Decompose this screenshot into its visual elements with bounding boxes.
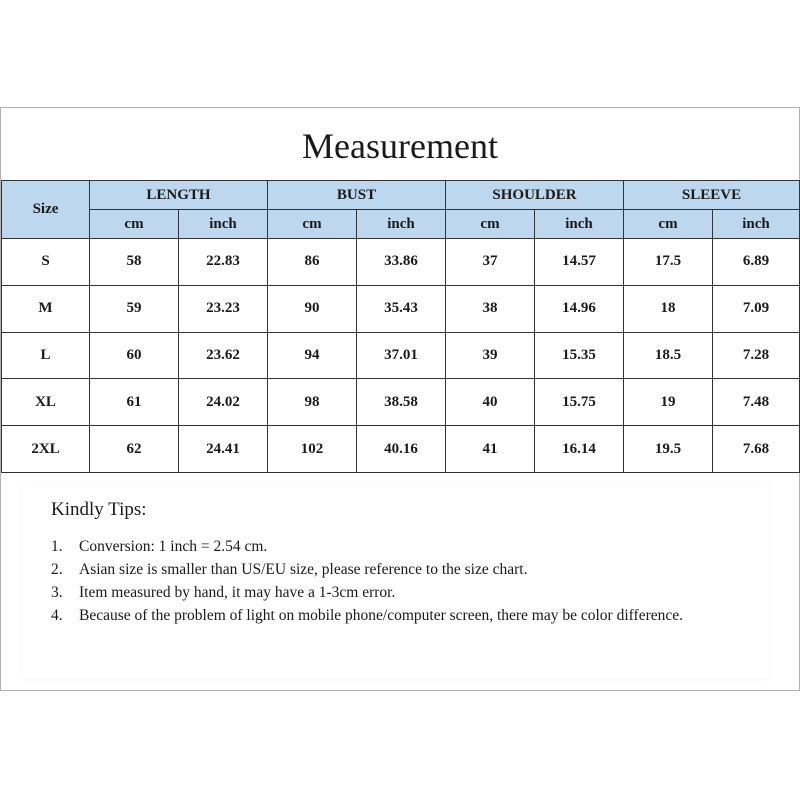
page-title: Measurement — [302, 126, 498, 166]
measurement-cell: 38.58 — [357, 379, 446, 426]
measurement-cell: 37.01 — [357, 332, 446, 379]
measurement-cell: 7.09 — [713, 285, 800, 332]
measurement-cell: 60 — [90, 332, 179, 379]
measurement-cell: 14.57 — [535, 239, 624, 286]
size-chart-table — [1, 180, 800, 473]
measurement-cell: 58 — [90, 239, 179, 286]
tip-number: 3. — [51, 584, 63, 601]
size-column-header: Size — [2, 181, 90, 239]
measurement-cell: 40.16 — [357, 426, 446, 473]
unit-header: cm — [446, 210, 535, 239]
unit-header: inch — [713, 210, 800, 239]
tip-number: 4. — [51, 607, 63, 624]
measurement-cell: 19 — [624, 379, 713, 426]
tip-text: Because of the problem of light on mobile phone/computer screen, there may be color difference. — [79, 607, 683, 624]
measurement-cell: 23.23 — [179, 285, 268, 332]
measurement-cell: 7.48 — [713, 379, 800, 426]
tip-text: Conversion: 1 inch = 2.54 cm. — [79, 538, 268, 555]
unit-header: cm — [268, 210, 357, 239]
measurement-cell: 7.68 — [713, 426, 800, 473]
measurement-cell: 41 — [446, 426, 535, 473]
size-cell: M — [2, 285, 90, 332]
measurement-cell: 102 — [268, 426, 357, 473]
tip-text: Item measured by hand, it may have a 1-3cm error. — [79, 584, 396, 601]
measurement-cell: 62 — [90, 426, 179, 473]
table-row — [2, 379, 800, 426]
size-cell: XL — [2, 379, 90, 426]
tips-title: Kindly Tips: — [51, 499, 147, 520]
measurement-cell: 86 — [268, 239, 357, 286]
table-row — [2, 285, 800, 332]
measurement-cell: 19.5 — [624, 426, 713, 473]
unit-header: cm — [90, 210, 179, 239]
header-row-units — [2, 210, 800, 239]
header-row-groups — [2, 181, 800, 210]
measurement-cell: 24.02 — [179, 379, 268, 426]
measurement-cell: 24.41 — [179, 426, 268, 473]
measurement-cell: 37 — [446, 239, 535, 286]
measurement-cell: 94 — [268, 332, 357, 379]
measurement-cell: 15.35 — [535, 332, 624, 379]
group-header-sleeve: SLEEVE — [624, 181, 800, 210]
measurement-cell: 6.89 — [713, 239, 800, 286]
measurement-cell: 38 — [446, 285, 535, 332]
size-cell: S — [2, 239, 90, 286]
tip-item — [51, 581, 751, 604]
measurement-cell: 98 — [268, 379, 357, 426]
measurement-cell: 14.96 — [535, 285, 624, 332]
measurement-cell: 17.5 — [624, 239, 713, 286]
tips-panel — [23, 483, 768, 679]
measurement-cell: 7.28 — [713, 332, 800, 379]
tip-text: Asian size is smaller than US/EU size, please reference to the size chart. — [79, 561, 528, 578]
group-header-length: LENGTH — [90, 181, 268, 210]
size-cell: L — [2, 332, 90, 379]
unit-header: inch — [357, 210, 446, 239]
table-row — [2, 239, 800, 286]
measurement-card — [0, 107, 800, 691]
measurement-cell: 90 — [268, 285, 357, 332]
measurement-cell: 18.5 — [624, 332, 713, 379]
unit-header: inch — [179, 210, 268, 239]
tip-number: 2. — [51, 561, 63, 578]
unit-header: cm — [624, 210, 713, 239]
measurement-cell: 35.43 — [357, 285, 446, 332]
measurement-cell: 59 — [90, 285, 179, 332]
measurement-cell: 39 — [446, 332, 535, 379]
group-header-shoulder: SHOULDER — [446, 181, 624, 210]
measurement-cell: 15.75 — [535, 379, 624, 426]
measurement-cell: 16.14 — [535, 426, 624, 473]
table-row — [2, 426, 800, 473]
size-cell: 2XL — [2, 426, 90, 473]
tip-item — [51, 604, 751, 627]
measurement-cell: 18 — [624, 285, 713, 332]
measurement-cell: 40 — [446, 379, 535, 426]
table-row — [2, 332, 800, 379]
measurement-cell: 22.83 — [179, 239, 268, 286]
tips-list — [51, 535, 751, 627]
group-header-bust: BUST — [268, 181, 446, 210]
tip-number: 1. — [51, 538, 63, 555]
tip-item — [51, 558, 751, 581]
measurement-cell: 61 — [90, 379, 179, 426]
unit-header: inch — [535, 210, 624, 239]
tip-item — [51, 535, 751, 558]
measurement-cell: 33.86 — [357, 239, 446, 286]
measurement-cell: 23.62 — [179, 332, 268, 379]
